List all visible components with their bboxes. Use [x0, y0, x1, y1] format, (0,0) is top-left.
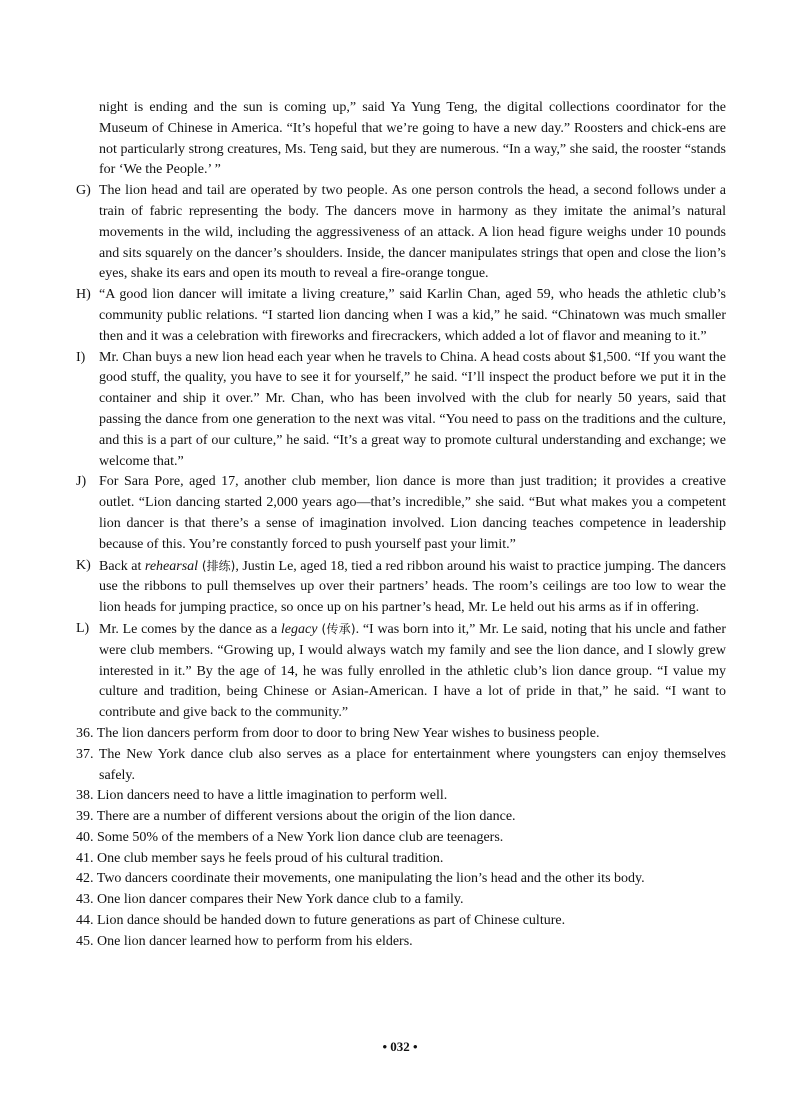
- text-run: , Justin Le, aged 18, tied a red ribbon around his waist to practice jumping. The dancers use the ribbons to pull themselves up over their partners’ heads. The room’s ceilings are too low to wear the lion heads for jumping practice, so once up on his partner’s head, Mr. Le held out his arms as if in offering.: [99, 558, 726, 616]
- page-number: • 032 •: [382, 1039, 418, 1054]
- paragraph-l: [76, 619, 726, 724]
- paragraph-i: [76, 348, 726, 473]
- glossed-term: rehearsal: [144, 558, 199, 574]
- paragraph-j: [76, 472, 726, 555]
- question-item: 43. One lion dancer compares their New York dance club to a family.: [76, 892, 464, 908]
- glossed-term: legacy: [280, 621, 318, 637]
- paragraph-label: J): [76, 474, 87, 490]
- paragraph-label: H): [76, 287, 91, 303]
- paragraph-label: L): [76, 620, 90, 636]
- question-item: 40. Some 50% of the members of a New York lion dance club are teenagers.: [76, 829, 504, 845]
- question-item: 41. One club member says he feels proud of his cultural tradition.: [76, 850, 444, 866]
- paragraph-h: [76, 285, 726, 347]
- question-item: 36. The lion dancers perform from door to door to bring New Year wishes to business people.: [76, 725, 600, 741]
- paragraph-k: [76, 556, 726, 619]
- paragraph-text: The lion head and tail are operated by two people. As one person controls the head, a second follows under a train of fabric representing the body. The dancers move in harmony as they imitate the animal’s natural movements in the wild, including the aggressiveness of an attack. A lion head figure weighs under 10 pounds and sits squarely on the dancer’s shoulders. Inside, the dancer manipulates strings that open and close the lion’s eyes, shake its ears and open its mouth to reveal a fire-orange tongue.: [99, 183, 726, 282]
- question-item: 37. The New York dance club also serves as a place for entertainment where youngsters can enjoy themselves safely.: [76, 746, 726, 783]
- question-item: 38. Lion dancers need to have a little imagination to perform well.: [76, 788, 448, 804]
- paragraph-text: For Sara Pore, aged 17, another club member, lion dance is more than just tradition; it provides a creative outlet. “Lion dancing started 2,000 years ago—that’s incredible,” she said. “But what makes you a competent lion dancer is that there’s a sense of imagination involved. Lion dancing teaches competence in leadership because of this. You’re constantly forced to push yourself past your limit.”: [99, 474, 726, 552]
- question-list: [76, 724, 726, 953]
- question-item: 39. There are a number of different versions about the origin of the lion dance.: [76, 809, 516, 825]
- question-item: 45. One lion dancer learned how to perform from his elders.: [76, 933, 413, 949]
- paragraph-text: [99, 556, 726, 619]
- paragraph-text: “A good lion dancer will imitate a living creature,” said Karlin Chan, aged 59, who heads the athletic club’s community public relations. “I started lion dancing when I was a kid,” he said. “Chinatown was much smaller then and it was a celebration with fireworks and firecrackers, which added a lot of flavor and meaning to it.”: [99, 287, 726, 344]
- question-item: 44. Lion dance should be handed down to future generations as part of Chinese culture.: [76, 913, 566, 929]
- paragraph-label: K): [76, 557, 91, 573]
- question-item: 42. Two dancers coordinate their movements, one manipulating the lion’s head and the other its body.: [76, 871, 645, 887]
- term-gloss: (传承): [317, 621, 356, 636]
- paragraph-text: Mr. Chan buys a new lion head each year when he travels to China. A head costs about $1,500. “If you want the good stuff, the quality, you have to see it for yourself,” he said. “I’ll inspect the product before we put it in the container and ship it over.” Mr. Chan, who has been involved with the club for nearly 50 years, said that passing the dance from one generation to the next was vital. “You need to pass on the traditions and the culture, and this is a part of our culture,” he said. “It’s a great way to promote cultural understanding and exchange; we welcome that.”: [99, 349, 726, 469]
- paragraph-text: [99, 619, 726, 724]
- continued-paragraph: night is ending and the sun is coming up,” said Ya Yung Teng, the digital collections coordinator for the Museum of Chinese in America. “It’s hopeful that we’re going to have a new day.” Roosters and chick-ens are not particularly strong creatures, Ms. Teng said, but they are numerous. “In a way,” she said, the rooster “stands for ‘We the People.’ ”: [99, 100, 726, 178]
- passage-page: [76, 98, 726, 953]
- term-gloss: (排练): [198, 558, 236, 573]
- text-run: Back at: [99, 558, 145, 574]
- text-run: Mr. Le comes by the dance as a: [99, 621, 281, 637]
- paragraph-label: I): [76, 349, 86, 365]
- text-run: . “I was born into it,” Mr. Le said, noting that his uncle and father were club members. “Growing up, I would always watch my family and see the lion dance, and I slowly grew interested in it.” By the age of 14, he was fully enrolled in the athletic club’s lion dance group. “I value my culture and tradition, being Chinese or Asian-American. I have a lot of pride in that,” he said. “I want to contribute and give back to the community.”: [99, 621, 726, 721]
- paragraph-label: G): [76, 183, 91, 199]
- paragraph-g: [76, 181, 726, 285]
